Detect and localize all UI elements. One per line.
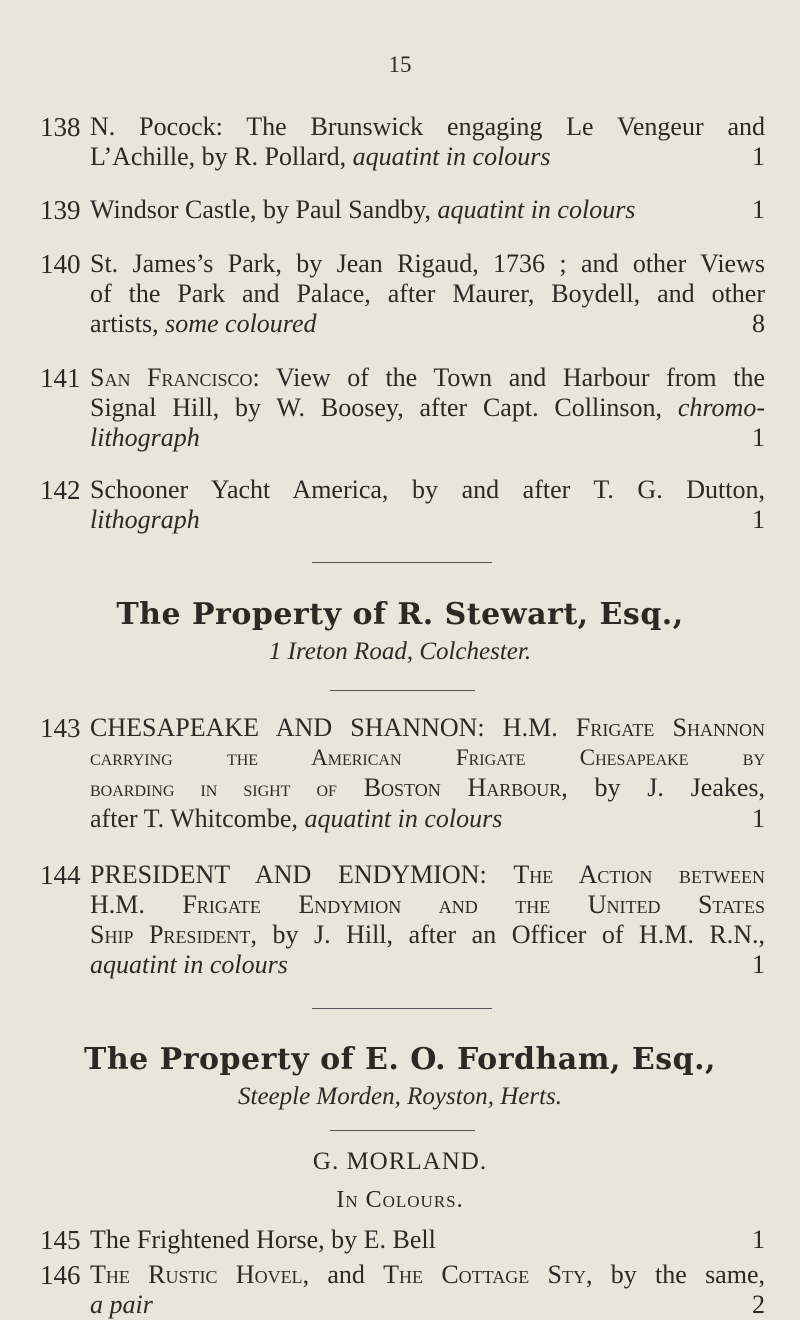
lot-quantity: 2 <box>752 1290 765 1319</box>
lot-quantity: 8 <box>752 309 765 338</box>
lot-line: The Rustic Hovel, and The Cottage Sty, by the same, <box>90 1260 765 1289</box>
lot-line: carrying the American Frigate Chesapeake by <box>90 745 765 770</box>
lot-line: Ship President, by J. Hill, after an Officer of H.M. R.N., <box>90 920 766 949</box>
lot-quantity: 1 <box>752 142 765 171</box>
lot-description <box>90 112 765 172</box>
lot-line-with-qty <box>90 423 765 453</box>
lot-line-with-qty <box>90 1290 765 1320</box>
lot-line-with-qty <box>90 1225 765 1255</box>
lot-medium: aquatint in colours <box>90 950 288 979</box>
lot-medium: lithograph <box>90 423 200 452</box>
lot-medium: aquatint in colours <box>304 804 503 833</box>
lot-line: PRESIDENT AND ENDYMION: The Action between <box>90 860 766 889</box>
lot-medium: aquatint in colours <box>437 195 636 224</box>
lot-quantity: 1 <box>752 1225 765 1254</box>
section-divider <box>330 690 475 691</box>
lot-text: artists, <box>90 309 166 338</box>
section-divider <box>312 1008 492 1009</box>
lot-number: 144 <box>40 860 81 890</box>
lot-medium: lithograph <box>90 505 200 534</box>
lot-quantity: 1 <box>752 505 765 534</box>
lot-line: of the Park and Palace, after Maurer, Boydell, and other <box>90 279 765 308</box>
lot-number: 138 <box>40 112 81 142</box>
lot-line-with-qty <box>90 950 765 980</box>
lot-line: Schooner Yacht America, by and after T. G. Dutton, <box>90 475 765 504</box>
lot-medium: aquatint in colours <box>352 142 551 171</box>
lot-number: 141 <box>40 363 81 393</box>
property-owner-title: The Property of E. O. Fordham, Esq., <box>84 1042 716 1077</box>
lot-146 <box>0 1260 800 1319</box>
lot-number: 139 <box>40 195 81 225</box>
lot-line: San Francisco: View of the Town and Harbour from the <box>90 363 766 392</box>
lot-line: St. James’s Park, by Jean Rigaud, 1736 ; and other Views <box>90 249 765 278</box>
lot-medium: some coloured <box>165 309 317 338</box>
lot-text: L’Achille, by R. Pollard, <box>90 142 353 171</box>
page-number: 15 <box>388 52 412 77</box>
lot-description <box>90 713 765 834</box>
property-owner-address: 1 Ireton Road, Colchester. <box>268 638 532 665</box>
section-divider <box>312 562 492 563</box>
lot-line-with-qty <box>90 142 765 172</box>
lot-text: The Frightened Horse, by E. Bell <box>90 1225 436 1254</box>
lot-line-with-qty <box>90 804 765 834</box>
lot-description <box>90 1260 765 1320</box>
lot-line: boarding in sight of Boston Harbour, by J. Jeakes, <box>90 773 766 802</box>
property-owner-address: Steeple Morden, Royston, Herts. <box>238 1083 562 1110</box>
property-owner-title: The Property of R. Stewart, Esq., <box>116 597 684 632</box>
lot-description <box>90 195 765 225</box>
lot-quantity: 1 <box>752 950 765 979</box>
lot-description <box>90 363 765 453</box>
lot-number: 145 <box>40 1225 81 1255</box>
section-divider <box>330 1130 475 1131</box>
lot-description <box>90 249 765 339</box>
lot-number: 143 <box>40 713 81 743</box>
lot-quantity: 1 <box>752 195 765 224</box>
lot-line-with-qty <box>90 195 765 225</box>
lot-line: N. Pocock: The Brunswick engaging Le Vengeur and <box>90 112 765 141</box>
lot-number: 140 <box>40 249 81 279</box>
lot-text: after T. Whitcombe, <box>90 804 305 833</box>
artist-subheading: In Colours. <box>336 1187 464 1213</box>
artist-heading: G. MORLAND. <box>312 1148 488 1175</box>
lot-medium: a pair <box>90 1290 153 1319</box>
lot-line: Signal Hill, by W. Boosey, after Capt. Collinson, chromo- <box>90 393 765 422</box>
lot-number: 146 <box>40 1260 81 1290</box>
lot-quantity: 1 <box>752 804 765 833</box>
lot-description <box>90 860 765 980</box>
lot-quantity: 1 <box>752 423 765 452</box>
lot-line-with-qty <box>90 309 765 339</box>
lot-description <box>90 1225 765 1255</box>
lot-description <box>90 475 765 535</box>
lot-line: CHESAPEAKE AND SHANNON: H.M. Frigate Shannon <box>90 713 765 742</box>
lot-number: 142 <box>40 475 81 505</box>
lot-line: H.M. Frigate Endymion and the United States <box>90 890 765 919</box>
lot-line-with-qty <box>90 505 765 535</box>
lot-text: Windsor Castle, by Paul Sandby, <box>90 195 438 224</box>
